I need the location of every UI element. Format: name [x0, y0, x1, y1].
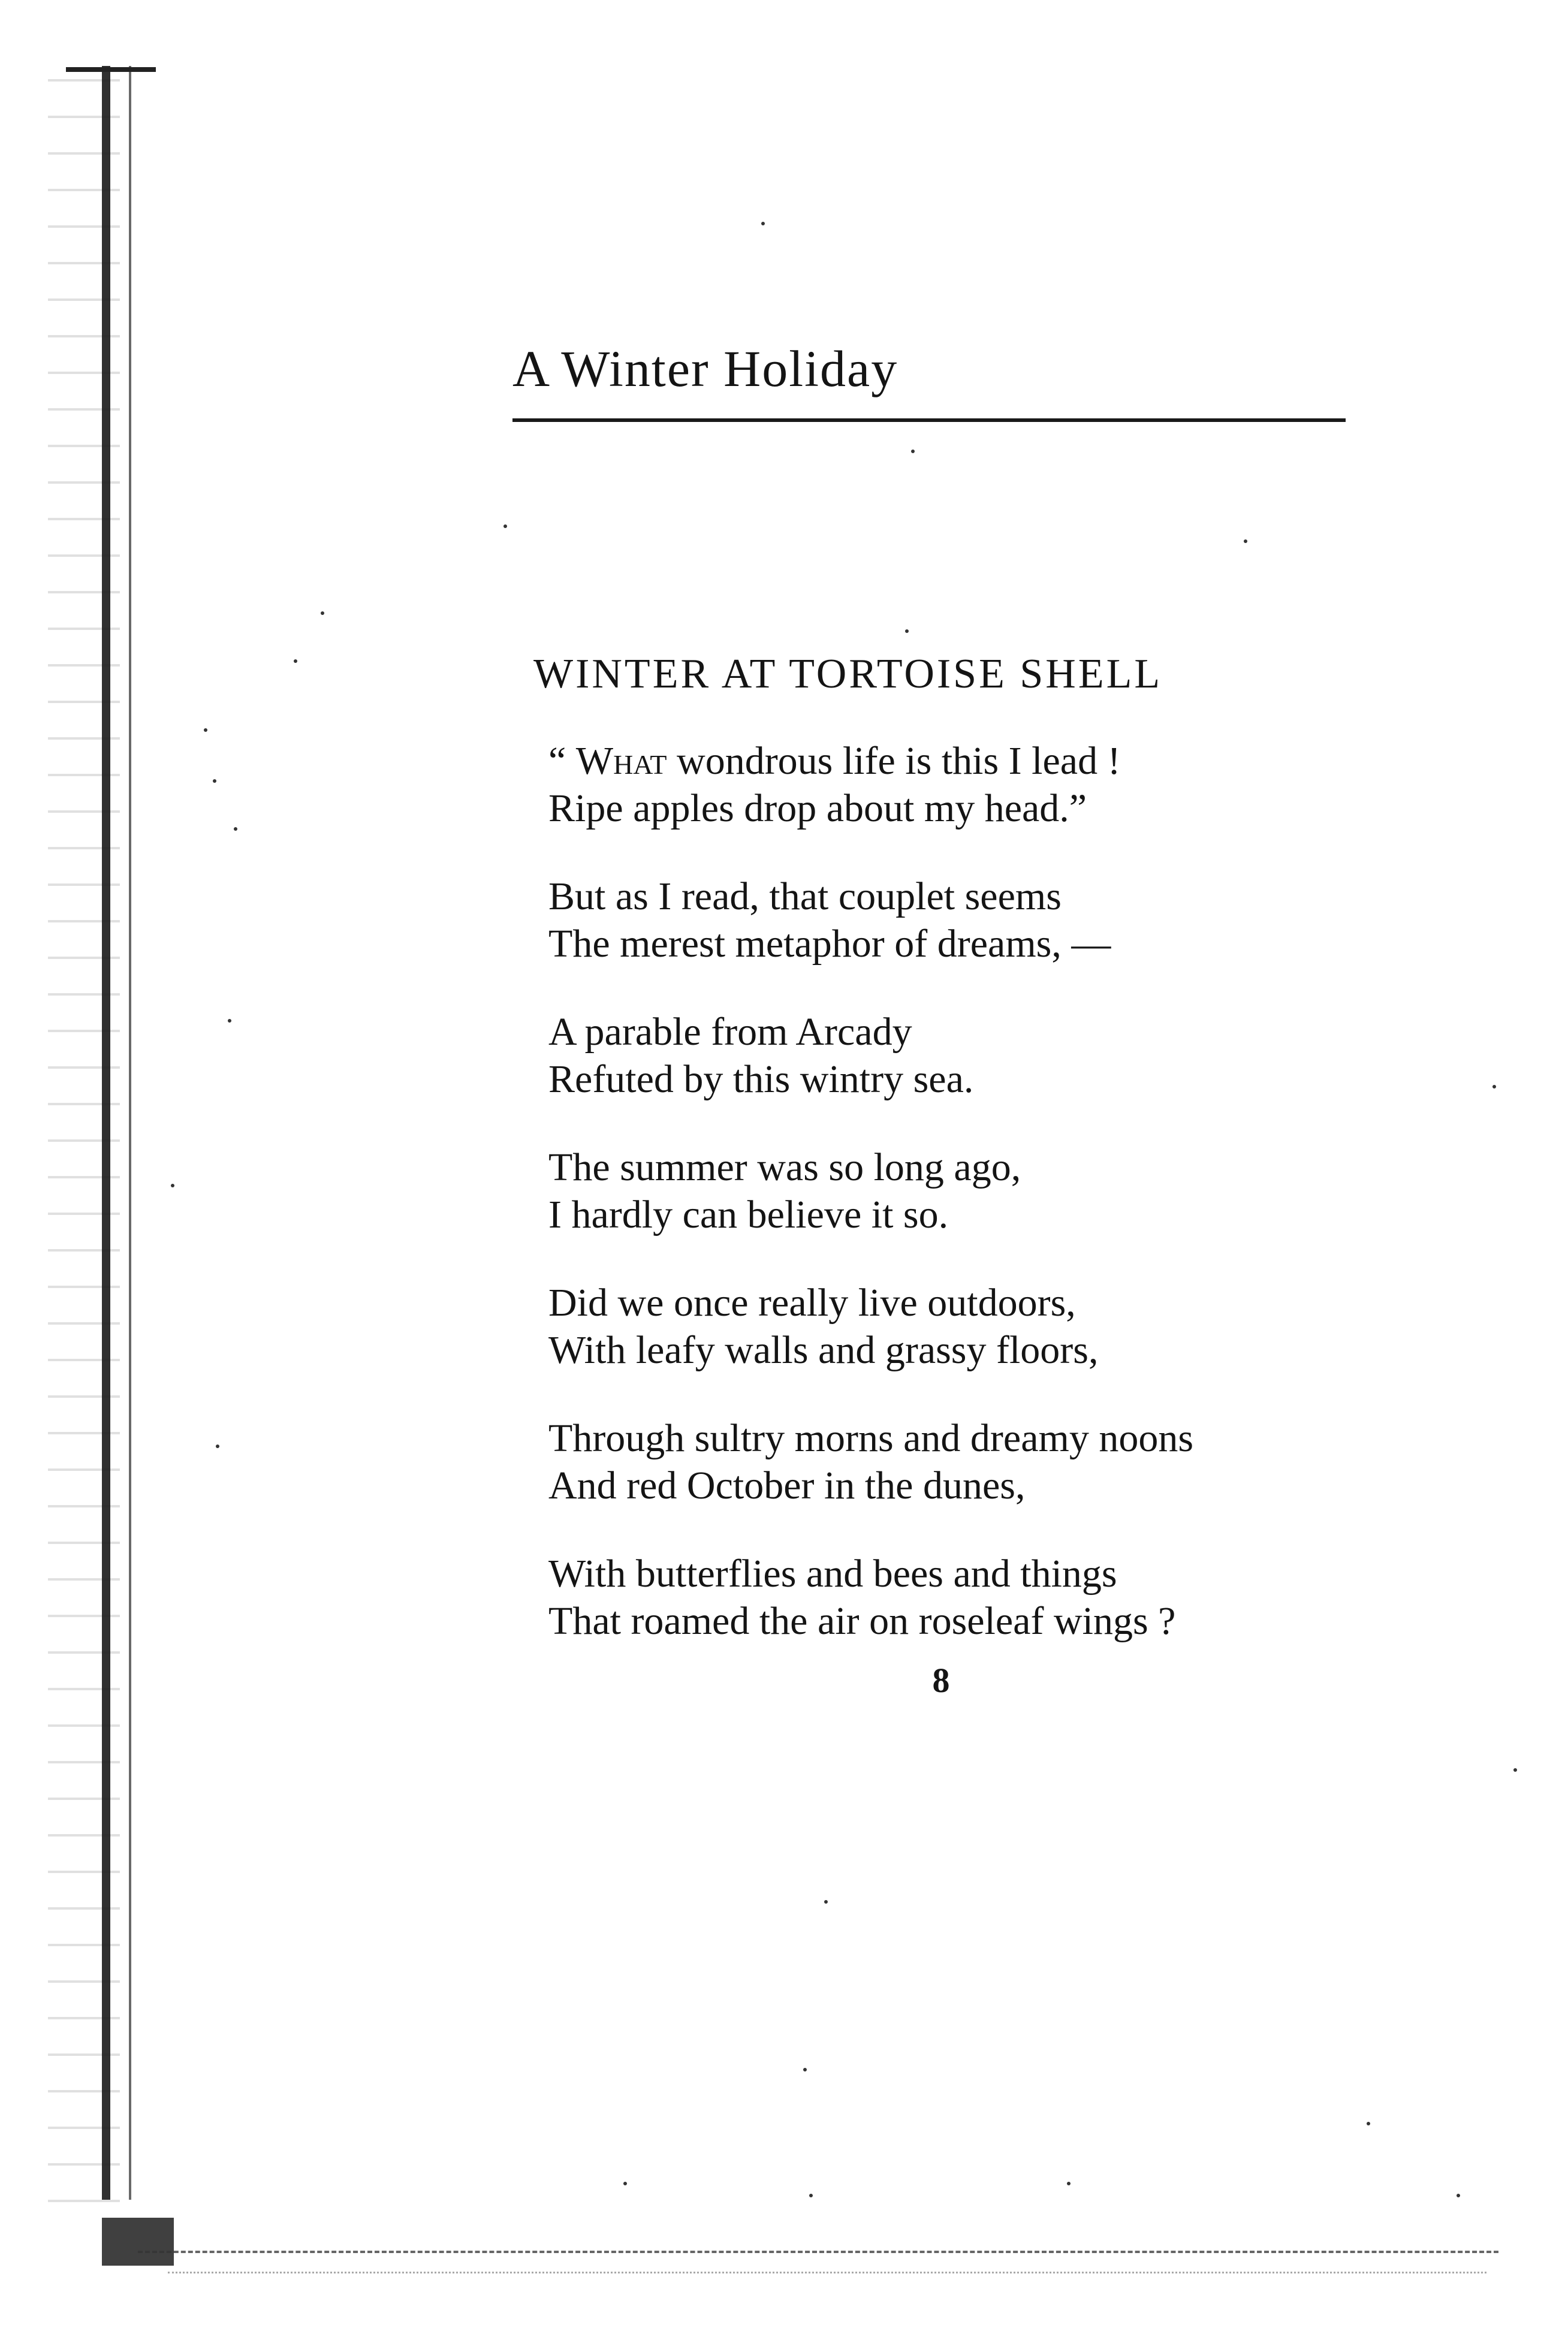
poem-line: With leafy walls and grassy floors,	[548, 1328, 1099, 1372]
scan-speck	[213, 779, 216, 783]
poem-line: Through sultry morns and dreamy noons	[548, 1416, 1194, 1460]
scan-speck	[234, 827, 237, 831]
first-line-rest: wondrous life is this I lead !	[667, 739, 1121, 783]
scan-speck	[623, 2182, 627, 2185]
stanza	[548, 1144, 1388, 1238]
bottom-edge-noise	[168, 2272, 1486, 2273]
stanza	[548, 1550, 1388, 1645]
scan-speck	[1367, 2122, 1370, 2125]
stanza	[548, 873, 1388, 967]
scan-speck	[905, 629, 909, 633]
scan-speck	[171, 1184, 174, 1187]
bottom-edge-mark	[138, 2251, 1498, 2253]
scan-speck	[761, 222, 765, 225]
scan-speck	[1457, 2194, 1460, 2197]
poem-line: A parable from Arcady	[548, 1010, 912, 1054]
running-head: A Winter Holiday	[512, 340, 898, 397]
scan-speck	[1244, 539, 1247, 543]
binding-edge	[102, 66, 110, 2200]
page-number: 8	[932, 1661, 950, 1700]
poem-line: But as I read, that couplet seems	[548, 874, 1062, 918]
binding-edge-inner	[129, 66, 131, 2200]
first-word-smallcaps: What	[575, 739, 667, 783]
scan-speck	[809, 2194, 813, 2197]
poem-line: I hardly can believe it so.	[548, 1193, 949, 1237]
scan-speck	[1513, 1768, 1517, 1772]
stanza	[548, 737, 1388, 832]
poem-line: That roamed the air on roseleaf wings ?	[548, 1599, 1176, 1643]
running-head-rule	[512, 418, 1346, 422]
stanza	[548, 1008, 1388, 1103]
scan-speck	[1067, 2182, 1071, 2185]
binding-corner-shadow	[102, 2218, 174, 2266]
poem-title: WINTER AT TORTOISE SHELL	[533, 651, 1163, 697]
scan-speck	[204, 728, 207, 732]
poem-line	[548, 737, 1388, 785]
top-edge-mark	[66, 67, 156, 72]
scan-speck	[503, 524, 507, 528]
scan-speck	[824, 1900, 828, 1904]
poem-line: The summer was so long ago,	[548, 1145, 1021, 1189]
stanza	[548, 1279, 1388, 1374]
scan-speck	[803, 2068, 807, 2071]
open-quote: “	[548, 739, 576, 783]
scan-speck	[228, 1019, 231, 1023]
scan-speck	[321, 611, 324, 615]
poem-line: And red October in the dunes,	[548, 1464, 1026, 1507]
poem-body	[548, 737, 1388, 1685]
scan-speck	[1492, 1085, 1496, 1088]
poem-line: With butterflies and bees and things	[548, 1552, 1117, 1596]
scan-speck	[216, 1445, 219, 1448]
poem-line: Did we once really live outdoors,	[548, 1281, 1076, 1325]
poem-line: Ripe apples drop about my head.”	[548, 786, 1087, 830]
scan-speck	[294, 659, 297, 663]
stanza	[548, 1415, 1388, 1509]
poem-line: Refuted by this wintry sea.	[548, 1057, 974, 1101]
scan-speck	[911, 450, 915, 453]
poem-line: The merest metaphor of dreams, —	[548, 922, 1111, 966]
